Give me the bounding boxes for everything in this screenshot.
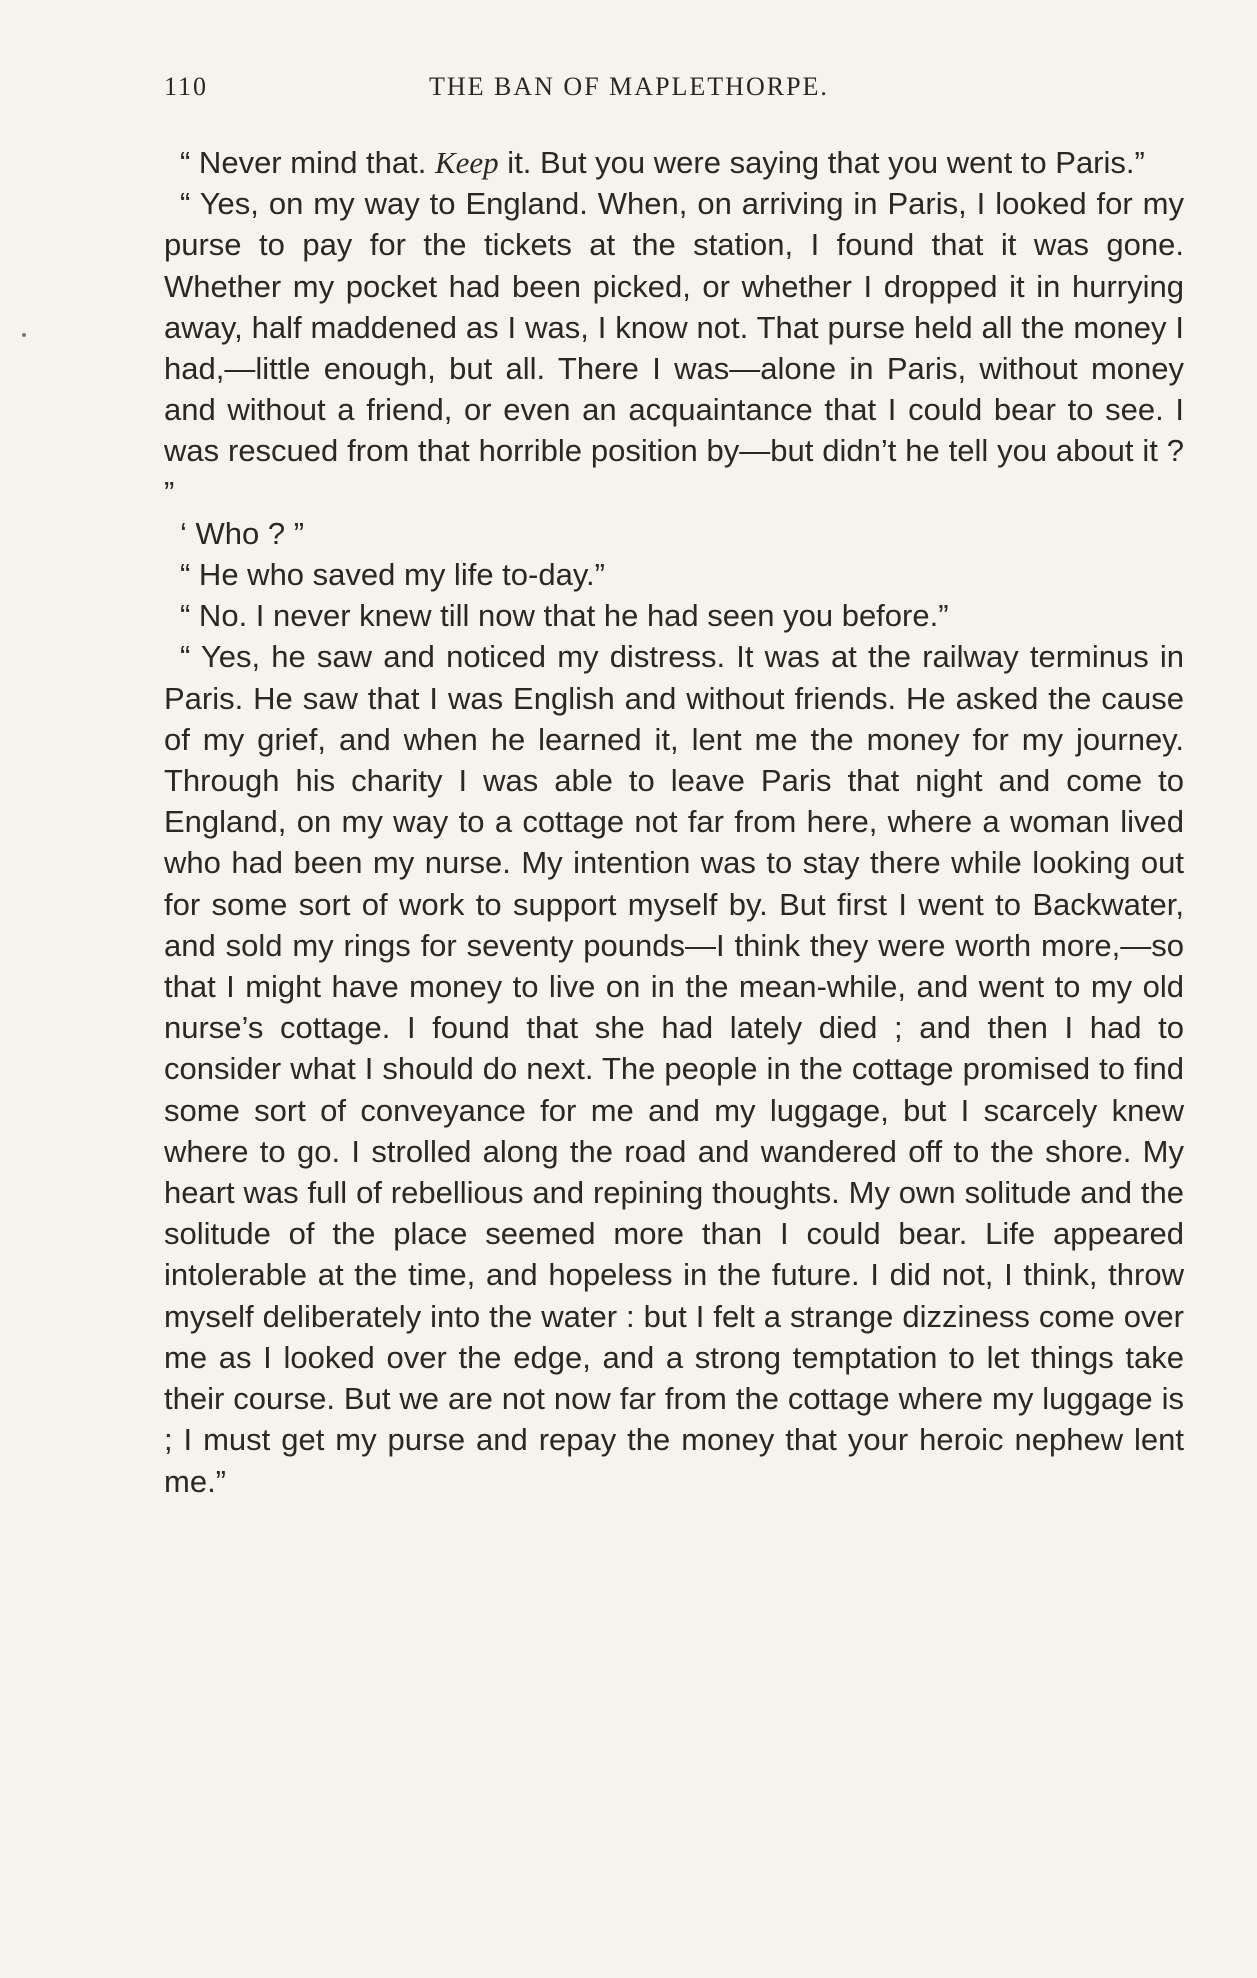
paragraph: ‘ Who ? ” <box>180 515 305 551</box>
body-text <box>164 142 1184 1502</box>
paragraph: “ He who saved my life to-day.” <box>180 557 605 593</box>
paragraph: “ Yes, he saw and noticed my distress. It was at the railway terminus in Paris. He saw that I was English and without friends. He asked the cause of my grief, and when he learned it, lent me the money for my journey. Through his charity I was able to leave Paris that night and come to England, on my way to a cottage not far from here, where a woman lived who had been my nurse. My intention was to stay there while looking out for some sort of work to support myself by. But first I went to Backwater, and sold my rings for seventy pounds—I think they were worth more,—so that I might have money to live on in the mean-while, and went to my old nurse’s cottage. I found that she had lately died ; and then I had to consider what I should do next. The people in the cottage promised to find some sort of conveyance for me and my luggage, but I scarcely knew where to go. I strolled along the road and wandered off to the shore. My heart was full of rebellious and repining thoughts. My own solitude and the solitude of the place seemed more than I could bear. Life appeared intolerable at the time, and hopeless in the future. I did not, I think, throw myself deliberately into the water : but I felt a strange dizziness come over me as I looked over the edge, and a strong temptation to let things take their course. But we are not now far from the cottage where my luggage is ; I must get my purse and repay the money that your heroic nephew lent me.” <box>164 639 1184 1499</box>
margin-mark <box>22 333 26 337</box>
emphasized-word: Keep <box>434 145 499 180</box>
paragraph: “ Never mind that. Keep it. But you were saying that you went to Paris.” <box>180 145 1145 180</box>
running-title: THE BAN OF MAPLETHORPE. <box>429 72 829 101</box>
page-number: 110 <box>164 72 209 101</box>
paragraph: “ No. I never knew till now that he had seen you before.” <box>180 598 949 634</box>
running-head <box>164 72 1184 112</box>
paragraph: “ Yes, on my way to England. When, on arriving in Paris, I looked for my purse to pay for the tickets at the station, I found that it was gone. Whether my pocket had been picked, or whether I dropped it in hurrying away, half maddened as I was, I know not. That purse held all the money I had,—little enough, but all. There I was—alone in Paris, without money and without a friend, or even an acquaintance that I could bear to see. I was rescued from that horrible position by—but didn’t he tell you about it ? ” <box>164 186 1184 510</box>
